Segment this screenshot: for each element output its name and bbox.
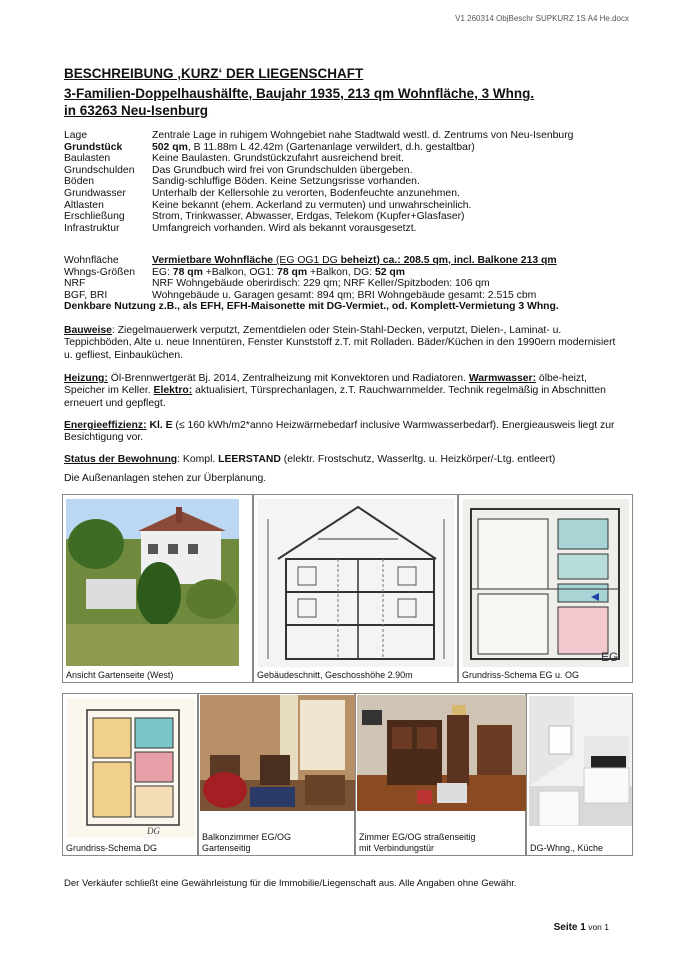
photo-caption: Gebäudeschnitt, Geschosshöhe 2.90m [257,669,413,680]
page-number: Seite 1 von 1 [553,922,609,933]
street-room-photo [357,695,526,811]
photo-caption: Grundriss-Schema DG [66,842,158,853]
area-list [64,255,559,313]
photo-building-section [253,494,458,683]
section-drawing [258,499,454,667]
area-value: Wohngebäude u. Garagen gesamt: 894 qm; BRI Wohngebäude gesamt: 2.515 cbm [152,289,537,301]
photo-floorplan-eg-og [458,494,633,683]
fact-value: Sandig-schluffige Böden. Keine Setzungsrisse vorhanden. [152,176,420,188]
fact-key: Grundstück [64,141,123,153]
area-row-groessen [64,267,559,279]
aussen-paragraph: Die Außenanlagen stehen zur Überplanung. [64,473,267,484]
fact-value: Strom, Trinkwasser, Abwasser, Erdgas, Telekom (Kupfer+Glasfaser) [152,211,465,223]
area-value: Vermietbare Wohnfläche (EG OG1 DG beheizt) ca.: 208.5 qm, incl. Balkone 213 qm [152,255,557,266]
document-reference: V1 260314 ObjBeschr SUPKURZ 1S A4 He.docx [455,14,629,23]
photo-balcony-room [198,693,355,856]
area-value: NRF Wohngebäude oberirdisch: 229 qm; NRF Keller/Spitzboden: 106 qm [152,278,490,290]
fact-key: Altlasten [64,199,104,211]
status-paragraph: Status der Bewohnung: Kompl. LEERSTAND (elektr. Frostschutz, Wasserltg. u. Heizkörper/-Ltg. entleert) [64,454,556,465]
fact-value: Zentrale Lage in ruhigem Wohngebiet nahe Stadtwald westl. d. Zentrums von Neu-Isenburg [152,130,574,141]
photo-caption: DG-Whng., Küche [530,842,604,853]
photo-street-room [355,693,526,856]
kitchen-photo [529,696,632,826]
bauweise-paragraph: Bauweise: Ziegelmauerwerk verputzt, Zementdielen oder Stein-Stahl-Decken, verputzt, Dielen-, Laminat- u. Teppichböden, Alte u. neue Innentüren, Fenster Kunststoff z.T. mit Rolladen. Bäder/Küchen in den 1990ern modernisiert u. gefliest, Einbauküchen. [64,325,616,361]
photo-row-1 [62,494,633,683]
fact-key: Böden [64,176,95,188]
subtitle-line-1: 3-Familien-Doppelhaushälfte, Baujahr 1935, 213 qm Wohnfläche, 3 Whng. [64,86,535,101]
fact-value: Keine bekannt (ehem. Ackerland zu vermuten) und unwahrscheinlich. [152,199,472,211]
area-row-bgf [64,290,559,302]
area-key: NRF [64,278,86,290]
area-key: Wohnfläche [64,255,119,266]
fact-key: Grundschulden [64,164,135,176]
energie-paragraph: Energieeffizienz: Kl. E (≤ 160 kWh/m2*anno Heizwärmebedarf inclusive Warmwasserbedarf). Energieausweis liegt zur Besichtigung vor. [64,420,615,444]
usage-line: Denkbare Nutzung z.B., als EFH, EFH-Maisonette mit DG-Vermiet., od. Komplett-Vermietung 3 Whng. [64,301,559,313]
balcony-room-photo [200,695,355,811]
fact-key: Erschließung [64,211,125,223]
area-row-wohnflaeche [64,255,559,267]
page-title: BESCHREIBUNG ‚KURZ‘ DER LIEGENSCHAFT [64,66,364,81]
photo-garden-view [62,494,253,683]
area-key: BGF, BRI [64,289,108,301]
area-value: EG: 78 qm +Balkon, OG1: 78 qm +Balkon, DG: 52 qm [152,266,405,278]
plan-label-dg: DG [147,826,160,836]
heizung-paragraph: Heizung: Öl-Brennwertgerät Bj. 2014, Zentralheizung mit Konvektoren und Radiatoren. Warmwasser: ölbe-heizt, Speicher im Keller. Elektro: aktualisiert, Türsprechanlagen, z.T. Rauchwarnmelder. Technik regelmäßig in Abschnitten erneuert und gepflegt. [64,373,606,409]
photo-floorplan-dg [62,693,198,856]
photo-dg-kitchen [526,693,633,856]
floorplan-drawing [463,499,629,667]
photo-caption: Ansicht Gartenseite (West) [66,669,174,680]
floorplan-dg-drawing [67,698,195,838]
area-row-nrf [64,278,559,290]
photo-caption: Zimmer EG/OG straßenseitig mit Verbindungstür [359,832,476,853]
fact-key: Grundwasser [64,187,126,199]
garden-photo [66,499,239,666]
subtitle-line-2: in 63263 Neu-Isenburg [64,103,209,118]
photo-caption: Balkonzimmer EG/OG Gartenseitig [202,832,292,853]
fact-value: 502 qm, B 11.88m L 42.42m (Gartenanlage verwildert, d.h. gestaltbar) [152,141,475,153]
fact-key: Infrastruktur [64,222,120,234]
photo-caption: Grundriss-Schema EG u. OG [462,669,580,680]
area-key: Whngs-Größen [64,266,136,278]
plan-label-eg: EG [601,650,619,664]
fact-value: Unterhalb der Kellersohle zu verorten, Bodenfeuchte anzunehmen. [152,187,460,199]
page-subtitle [64,85,644,119]
fact-value: Keine Baulasten. Grundstückzufahrt ausreichend breit. [152,153,404,165]
photo-row-2 [62,693,633,856]
fact-value: Umfangreich vorhanden. Wird als bekannt vorausgesetzt. [152,222,417,234]
fact-key: Baulasten [64,153,111,165]
fact-key: Lage [64,130,88,141]
fact-value: Das Grundbuch wird frei von Grundschulden übergeben. [152,164,413,176]
disclaimer: Der Verkäufer schließt eine Gewährleistung für die Immobilie/Liegenschaft aus. Alle Angaben ohne Gewähr. [64,878,517,889]
